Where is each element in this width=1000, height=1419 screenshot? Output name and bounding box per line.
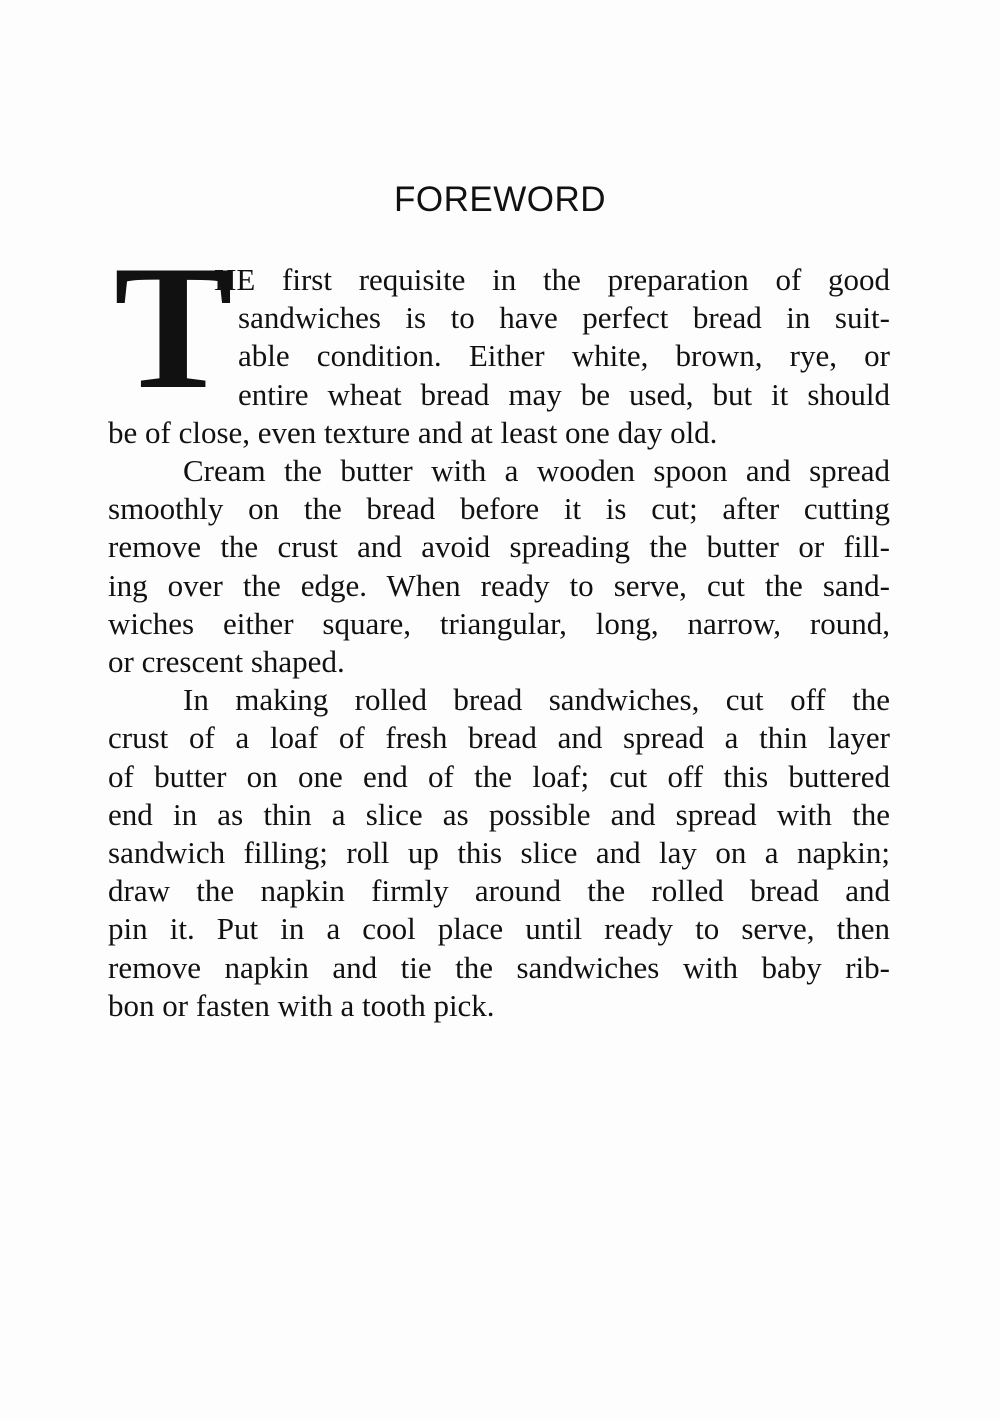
text-line: of butter on one end of the loaf; cut off this buttered bbox=[108, 758, 890, 794]
text-line: draw the napkin firmly around the rolled bread and bbox=[108, 873, 890, 909]
text-line: sandwich filling; roll up this slice and lay on a napkin; bbox=[108, 835, 890, 870]
text-line: or crescent shaped. bbox=[108, 644, 345, 679]
text-line: bon or fasten with a tooth pick. bbox=[108, 987, 495, 1023]
text-line: remove the crust and avoid spreading the butter or fill- bbox=[108, 529, 890, 565]
text-line: ing over the edge. When ready to serve, cut the sand- bbox=[108, 567, 890, 603]
text-line: remove napkin and tie the sandwiches with baby rib- bbox=[108, 949, 890, 985]
drop-cap: T bbox=[114, 228, 233, 426]
text-line: entire wheat bread may be used, but it should bbox=[238, 376, 890, 412]
text-line: be of close, even texture and at least one day old. bbox=[108, 414, 718, 450]
text-line: end in as thin a slice as possible and spread with the bbox=[108, 796, 890, 832]
text-line: smoothly on the bread before it is cut; after cutting bbox=[108, 491, 890, 527]
text-line: wiches either square, triangular, long, narrow, round, bbox=[108, 605, 890, 641]
text-line: Cream the butter with a wooden spoon and spread bbox=[183, 453, 890, 488]
text-line: able condition. Either white, brown, rye, or bbox=[238, 338, 890, 374]
text-line: In making rolled bread sandwiches, cut off the bbox=[183, 682, 890, 718]
text-line: sandwiches is to have perfect bread in suit- bbox=[238, 300, 890, 336]
text-line: HE first requisite in the preparation of good bbox=[214, 262, 890, 297]
text-line: pin it. Put in a cool place until ready to serve, then bbox=[108, 911, 890, 947]
text-line: crust of a loaf of fresh bread and spread a thin layer bbox=[108, 720, 890, 756]
page-title: FOREWORD bbox=[393, 180, 607, 219]
